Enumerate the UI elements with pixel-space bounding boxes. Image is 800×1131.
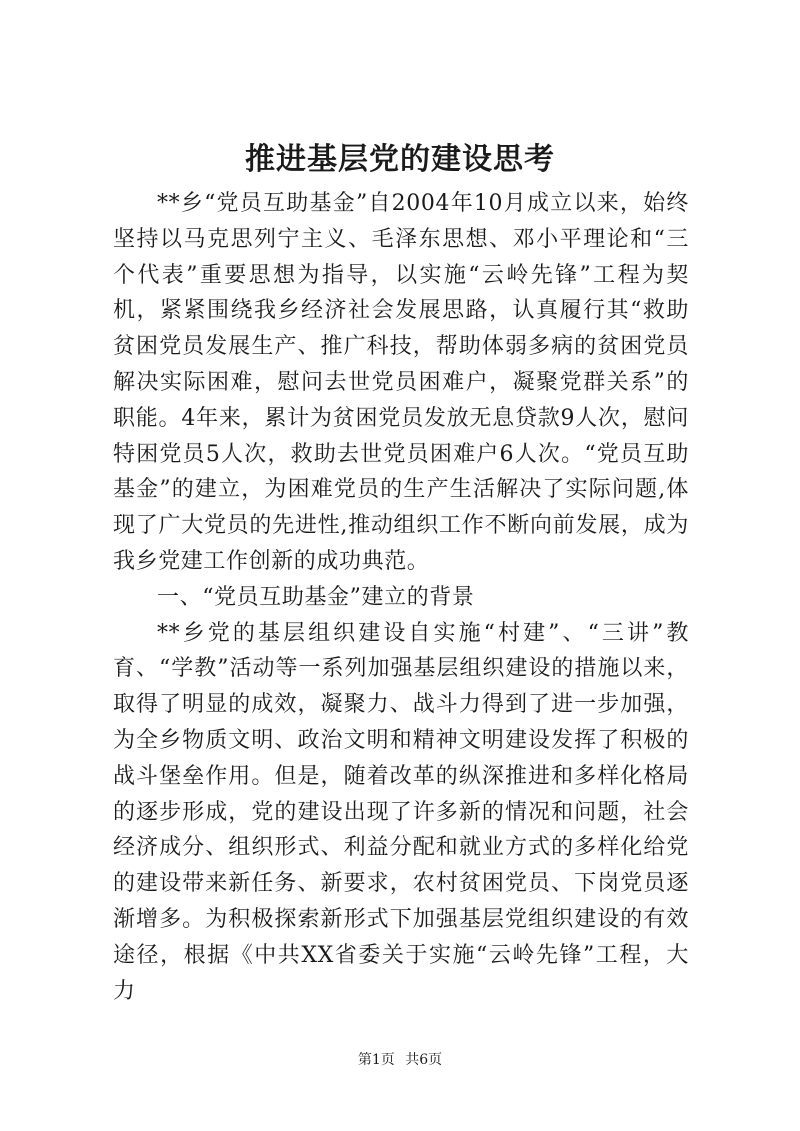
paragraph-intro: **乡“党员互助基金”自2004年10月成立以来，始终坚持以马克思列宁主义、毛泽东思想、邓小平理论和“三个代表”重要思想为指导，以实施“云岭先锋”工程为契机，紧紧围绕我乡经济社会发展思路，认真履行其“救助贫困党员发展生产、推广科技，帮助体弱多病的贫困党员解决实际困难，慰问去世党员困难户，凝聚党群关系”的职能。4年来，累计为贫困党员发放无息贷款9人次，慰问特困党员5人次，救助去世党员困难户6人次。“党员互助基金”的建立，为困难党员的生产生活解决了实际问题,体现了广大党员的先进性,推动组织工作不断向前发展，成为我乡党建工作创新的成功典范。: [113, 191, 689, 574]
paragraph-background: **乡党的基层组织建设自实施“村建”、“三讲”教育、“学教”活动等一系列加强基层组织建设的措施以来，取得了明显的成效，凝聚力、战斗力得到了进一步加强，为全乡物质文明、政治文明和精神文明建设发挥了积极的战斗堡垒作用。但是，随着改革的纵深推进和多样化格局的逐步形成，党的建设出现了许多新的情况和问题，社会经济成分、组织形式、利益分配和就业方式的多样化给党的建设带来新任务、新要求，农村贫困党员、下岗党员逐渐增多。为积极探索新形式下加强基层党组织建设的有效途径，根据《中共XX省委关于实施“云岭先锋”工程，大力: [113, 620, 689, 1004]
document-body: [113, 186, 689, 1009]
page-footer: [0, 1050, 800, 1070]
section-heading-background: 一、“党员互助基金”建立的背景: [157, 584, 475, 610]
page-number: 第1页: [357, 1052, 395, 1068]
page-title: 推进基层党的建设思考: [245, 142, 555, 177]
page-total: 共6页: [405, 1052, 443, 1068]
